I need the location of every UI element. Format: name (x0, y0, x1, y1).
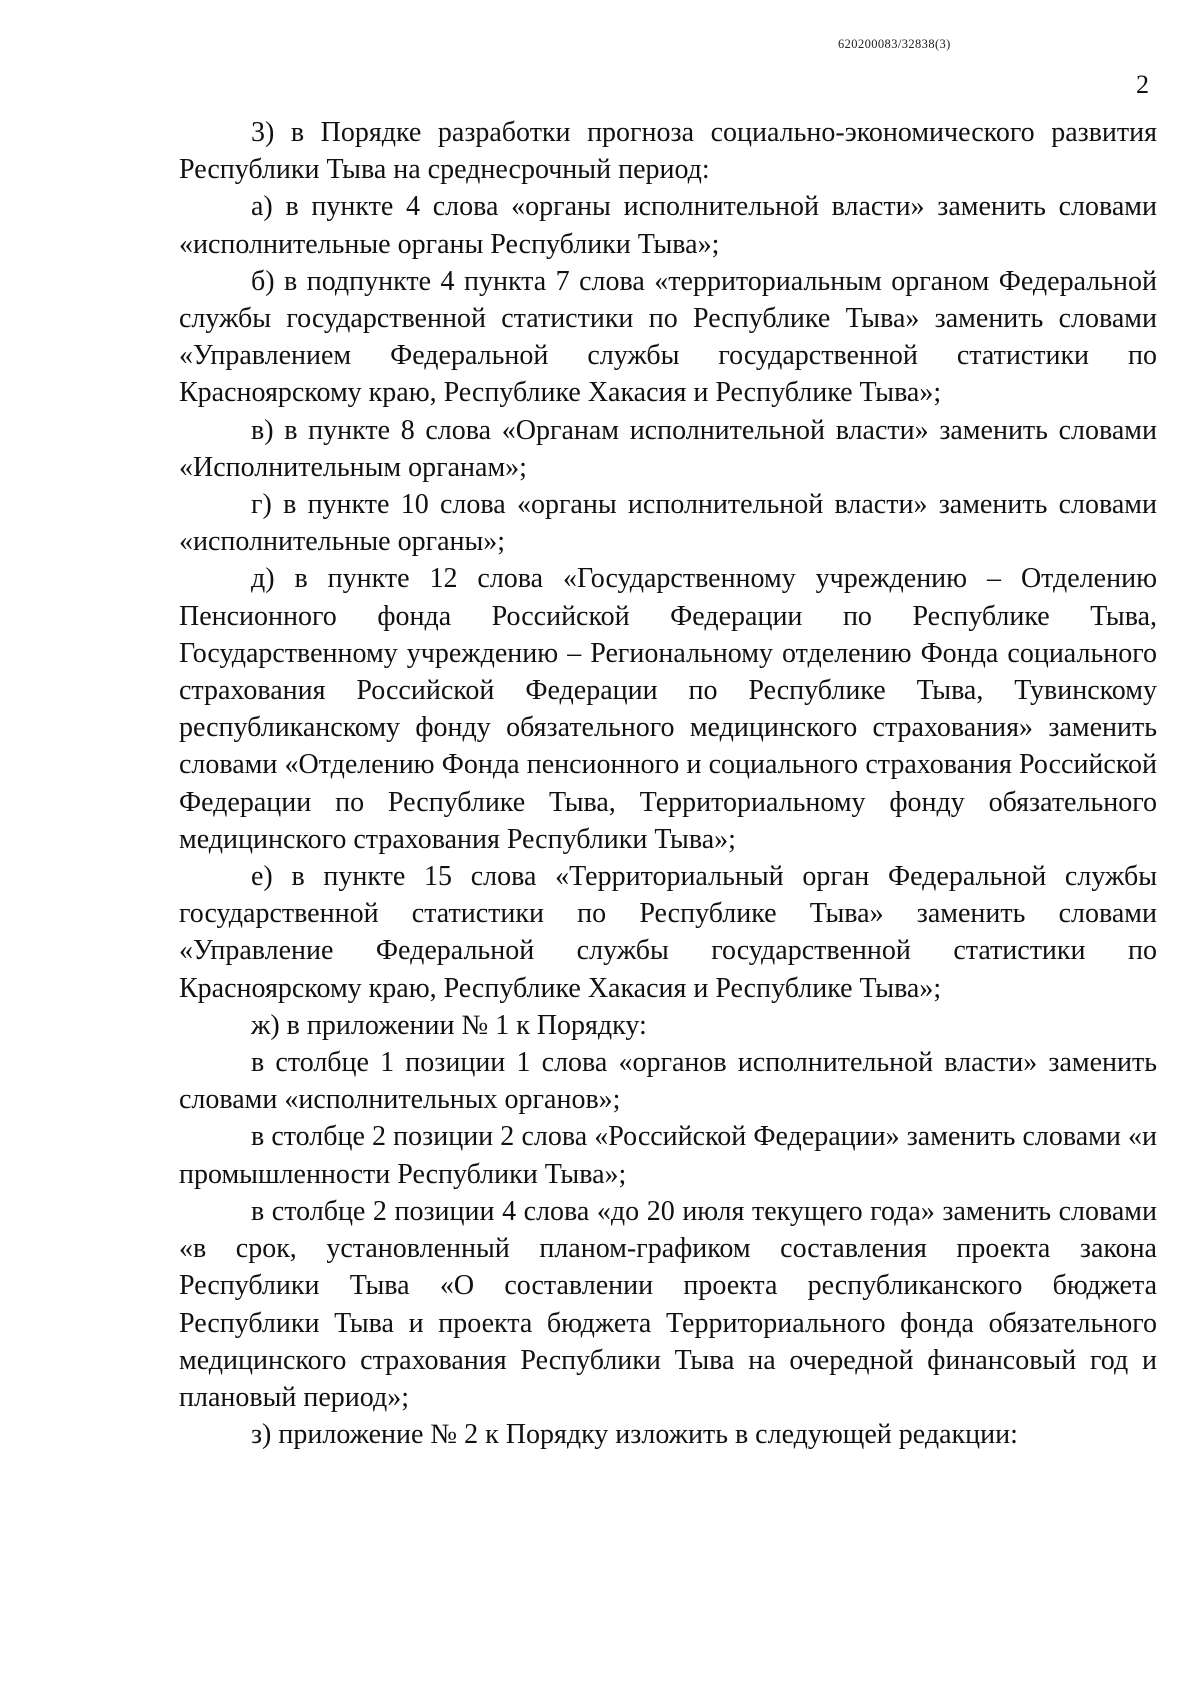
paragraph-g: г) в пункте 10 слова «органы исполнительной власти» заменить словами «исполнительные органы»; (179, 489, 1157, 558)
paragraph-z: з) приложение № 2 к Порядку изложить в следующей редакции: (251, 1419, 1018, 1451)
page-number: 2 (1136, 70, 1149, 99)
paragraph-3-intro: 3) в Порядке разработки прогноза социально-экономического развития Республики Тыва на среднесрочный период: (179, 117, 1157, 186)
paragraph-b: б) в подпункте 4 пункта 7 слова «территориальным органом Федеральной службы государственной статистики по Республике Тыва» заменить словами «Управлением Федеральной службы государственной статистики по Красноярскому краю, Республике Хакасия и Республике Тыва»; (179, 265, 1157, 409)
paragraph-e: е) в пункте 15 слова «Территориальный орган Федеральной службы государственной статистики по Республике Тыва» заменить словами «Управление Федеральной службы государственной статистики по Красноярскому краю, Республике Хакасия и Республике Тыва»; (179, 861, 1157, 1004)
document-registration-number: 620200083/32838(3) (838, 37, 951, 51)
paragraph-zh-column-2-position-2: в столбце 2 позиции 2 слова «Российской Федерации» заменить словами «и промышленности Республики Тыва»; (179, 1121, 1157, 1190)
paragraph-v: в) в пункте 8 слова «Органам исполнительной власти» заменить словами «Исполнительным органам»; (179, 414, 1157, 483)
paragraph-zh: ж) в приложении № 1 к Порядку: (251, 1009, 647, 1041)
paragraph-d: д) в пункте 12 слова «Государственному учреждению – Отделению Пенсионного фонда Российской Федерации по Республике Тыва, Государственному учреждению – Региональному отделению Фонда социального страхования Российской Федерации по Республике Тыва, Тувинскому республиканскому фонду обязательного медицинского страхования» заменить словами «Отделению Фонда пенсионного и социального страхования Российской Федерации по Республике Тыва, Территориальному фонду обязательного медицинского страхования Республики Тыва»; (179, 563, 1157, 855)
paragraph-a: а) в пункте 4 слова «органы исполнительной власти» заменить словами «исполнительные органы Республики Тыва»; (179, 191, 1157, 260)
paragraph-zh-column-2-position-4: в столбце 2 позиции 4 слова «до 20 июля текущего года» заменить словами «в срок, установленный планом-графиком составления проекта закона Республики Тыва «О составлении проекта республиканского бюджета Республики Тыва и проекта бюджета Территориального фонда обязательного медицинского страхования Республики Тыва на очередной финансовый год и плановый период»; (179, 1195, 1157, 1413)
paragraph-zh-column-1: в столбце 1 позиции 1 слова «органов исполнительной власти» заменить словами «исполнительных органов»; (179, 1047, 1157, 1116)
document-body (179, 114, 1157, 1453)
